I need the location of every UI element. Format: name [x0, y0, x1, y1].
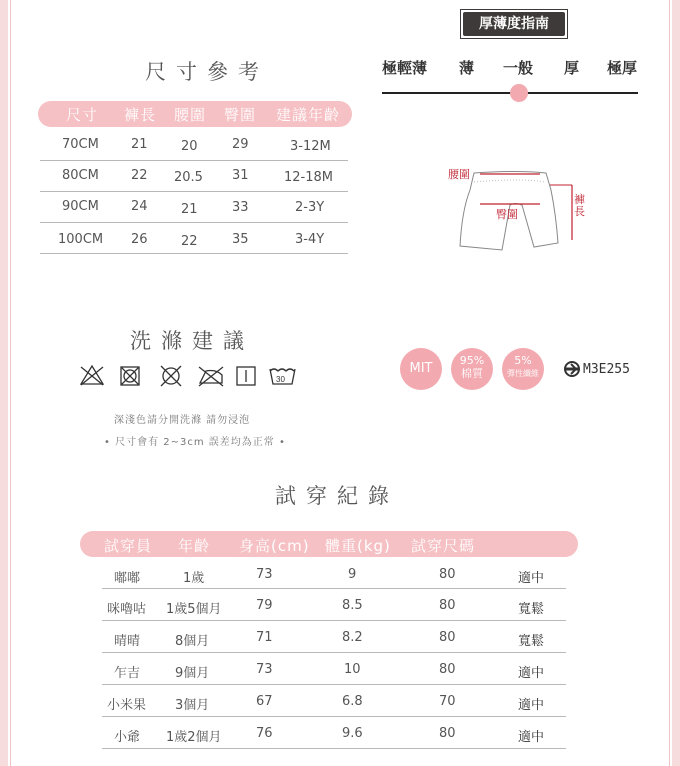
divider [40, 253, 348, 254]
tester-age: 8個月 [175, 634, 210, 649]
tester-age: 1歲5個月 [166, 602, 222, 617]
tester-weight: 6.8 [342, 694, 363, 709]
size-header-cell: 建議年齡 [276, 106, 341, 124]
thickness-selected-marker [510, 84, 528, 102]
tester-name: 嘟嘟 [114, 571, 141, 586]
tester-fit: 適中 [518, 730, 545, 745]
length-cell: 21 [131, 137, 148, 152]
tester-weight: 9.6 [342, 726, 363, 741]
age-cell: 3-4Y [295, 232, 325, 247]
length-label: 褲長 [574, 193, 585, 218]
tester-fit: 寬鬆 [518, 634, 545, 649]
tester-name: 咪嚕咕 [107, 602, 147, 617]
wash-icons-row [78, 362, 298, 390]
length-cell: 26 [131, 232, 148, 247]
no-tumble-dry-icon [121, 367, 139, 385]
tester-weight: 10 [344, 662, 361, 677]
spandex-label: 彈性纖維 [507, 369, 539, 378]
tester-age: 3個月 [175, 698, 210, 713]
waist-cell: 22 [181, 234, 198, 249]
size-cell: 100CM [58, 232, 104, 247]
length-cell: 22 [131, 168, 148, 183]
size-header-cell: 褲長 [124, 106, 157, 124]
divider [102, 652, 566, 653]
hip-cell: 33 [232, 200, 249, 215]
waist-cell: 20.5 [174, 170, 203, 185]
tester-height: 73 [256, 662, 273, 677]
thickness-level: 厚 [564, 59, 580, 77]
tester-height: 76 [256, 726, 273, 741]
age-cell: 3-12M [290, 139, 331, 154]
age-cell: 2-3Y [295, 200, 325, 215]
tester-size: 80 [439, 726, 456, 741]
tester-name: 小米果 [107, 698, 147, 713]
hip-cell: 31 [232, 168, 249, 183]
tester-size: 70 [439, 694, 456, 709]
mit-text: MIT [409, 361, 433, 376]
thickness-level: 薄 [459, 59, 475, 77]
line-dry-icon [237, 367, 255, 385]
tester-name: 晴晴 [114, 634, 141, 649]
size-tolerance-note: • 尺寸會有 2~3cm 誤差均為正常 • [104, 437, 286, 448]
tester-size: 80 [439, 662, 456, 677]
mit-badge [400, 348, 442, 390]
tester-size: 80 [439, 630, 456, 645]
tester-fit: 寬鬆 [518, 602, 545, 617]
size-cell: 70CM [62, 137, 99, 152]
size-header-cell: 腰圍 [174, 106, 207, 124]
wash-title: 洗滌建議 [130, 329, 254, 353]
wash-note: 深淺色請分開洗滌 請勿浸泡 [114, 415, 251, 426]
tester-height: 79 [256, 598, 273, 613]
size-reference-title: 尺寸參考 [145, 60, 269, 84]
tester-height: 67 [256, 694, 273, 709]
spandex-badge [502, 348, 544, 390]
divider [40, 191, 348, 192]
divider [102, 684, 566, 685]
divider [102, 748, 566, 749]
hip-cell: 35 [232, 232, 249, 247]
tester-fit: 適中 [518, 571, 545, 586]
size-cell: 80CM [62, 168, 99, 183]
trial-header-cell: 年齡 [178, 537, 211, 555]
right-border [672, 0, 680, 766]
tester-fit: 適中 [518, 698, 545, 713]
tester-size: 80 [439, 598, 456, 613]
tester-weight: 8.5 [342, 598, 363, 613]
divider [40, 160, 348, 161]
cert-code: M3E255 [583, 362, 630, 377]
wash-temp-text: 30 [276, 375, 285, 384]
tester-age: 9個月 [175, 666, 210, 681]
waist-cell: 20 [181, 139, 198, 154]
left-border [0, 0, 8, 766]
tester-age: 1歲 [183, 571, 205, 586]
trial-header-cell: 試穿員 [104, 537, 153, 555]
tester-name: 小爺 [114, 730, 141, 745]
tester-size: 80 [439, 567, 456, 582]
divider [40, 222, 348, 223]
hip-cell: 29 [232, 137, 249, 152]
spandex-percent: 5% [514, 354, 532, 367]
thickness-level: 一般 [503, 59, 534, 77]
cotton-label: 棉質 [461, 367, 483, 380]
size-cell: 90CM [62, 199, 99, 214]
no-bleach-icon [81, 366, 103, 385]
wash-icons [78, 362, 298, 390]
tester-fit: 適中 [518, 666, 545, 681]
waist-label: 腰圍 [448, 168, 470, 181]
cotton-percent: 95% [459, 354, 485, 367]
size-header-cell: 臀圍 [224, 106, 257, 124]
divider [102, 716, 566, 717]
waist-cell: 21 [181, 202, 198, 217]
cotton-badge [451, 348, 493, 390]
tester-weight: 8.2 [342, 630, 363, 645]
thickness-guide-badge: 厚薄度指南 [463, 12, 565, 36]
divider [102, 620, 566, 621]
thickness-level: 極厚 [607, 59, 638, 77]
age-cell: 12-18M [284, 170, 333, 185]
size-header-cell: 尺寸 [66, 106, 99, 124]
trial-header-cell: 試穿尺碼 [411, 537, 476, 555]
bsmi-mark-icon [563, 360, 581, 378]
length-cell: 24 [131, 199, 148, 214]
hip-label: 臀圍 [496, 208, 518, 221]
tester-height: 71 [256, 630, 273, 645]
no-dry-clean-icon [161, 366, 181, 386]
trial-title: 試穿紀錄 [275, 484, 399, 508]
tester-height: 73 [256, 567, 273, 582]
thickness-level: 極輕薄 [382, 59, 428, 77]
trial-header-cell: 身高(cm) [239, 537, 310, 555]
tester-weight: 9 [348, 567, 357, 582]
tester-name: 乍吉 [114, 666, 141, 681]
tester-age: 1歲2個月 [166, 730, 222, 745]
trial-header-cell: 體重(kg) [325, 537, 391, 555]
thickness-scale [382, 57, 642, 79]
divider [102, 588, 566, 589]
no-iron-icon [199, 367, 223, 386]
